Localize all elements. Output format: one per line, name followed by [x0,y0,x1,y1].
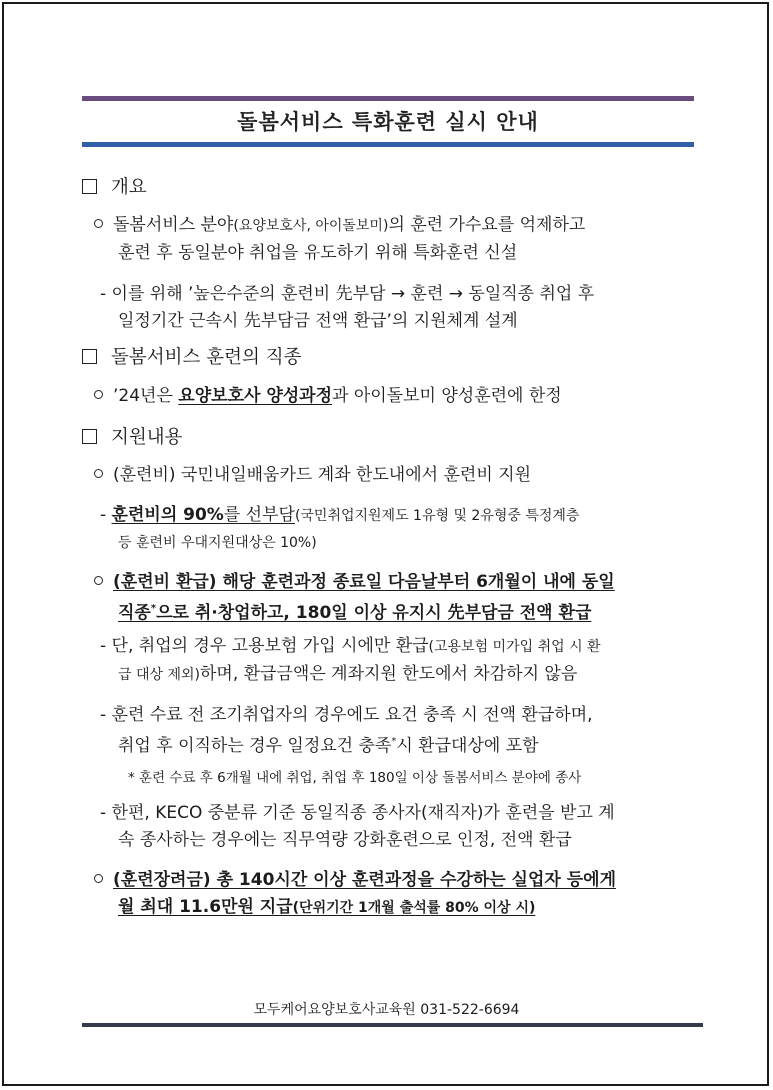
checkbox-square-icon [82,429,97,444]
overview-paragraph-line2: 훈련 후 동일분야 취업을 유도하기 위해 특화훈련 신설 [118,243,518,263]
footer-rule [82,1023,703,1027]
support-allowance-line1: (훈련장려금) 총 140시간 이상 훈련과정을 수강하는 실업자 등에게 [94,868,616,892]
occupation-paragraph: ’24년은 요양보호사 양성과정과 아이돌보미 양성훈련에 한정 [94,384,562,408]
support-refund-line1: (훈련비 환급) 해당 훈련과정 종료일 다음날부터 6개월이 내에 동일 [94,570,615,594]
section-heading-overview: 개요 [82,176,147,200]
support-refund-detail1-line1: - 단, 취업의 경우 고용보험 가입 시에만 환급(고용보험 미가입 취업 시 환 [100,636,601,656]
circle-bullet-icon [94,219,103,228]
circle-bullet-icon [94,390,103,399]
checkbox-square-icon [82,179,97,194]
support-refund-detail2-line2: 취업 후 이직하는 경우 일정요건 충족*시 환급대상에 포함 [118,736,539,756]
circle-bullet-icon [94,576,103,585]
support-allowance-line2: 월 최대 11.6만원 지급(단위기간 1개월 출석률 80% 이상 시) [118,897,536,917]
overview-detail-line2: 일정기간 근속시 先부담금 전액 환급’의 지원체계 설계 [118,311,518,331]
support-prepay-line1: - 훈련비의 90%를 선부담(국민취업지원제도 1유형 및 2유형중 특정계층 [100,505,580,525]
title-top-bar [82,96,694,101]
footer-contact: 모두케어요양보호사교육원 031-522-6694 [253,1002,520,1018]
support-training-fee: (훈련비) 국민내일배움카드 계좌 한도내에서 훈련비 지원 [94,463,531,487]
support-refund-detail3-line1: - 한편, KECO 중분류 기준 동일직종 종사자(재직자)가 훈련을 받고 계 [100,803,615,823]
support-refund-detail1-line2: 급 대상 제외)하며, 환급금액은 계좌지원 한도에서 차감하지 않음 [118,664,578,684]
support-refund-detail3-line2: 속 종사하는 경우에는 직무역량 강화훈련으로 인정, 전액 환급 [118,830,572,850]
support-footnote: * 훈련 수료 후 6개월 내에 취업, 취업 후 180일 이상 돌봄서비스 분야에 종사 [128,770,582,786]
document-title: 돌봄서비스 특화훈련 실시 안내 [237,110,539,134]
circle-bullet-icon [94,874,103,883]
section-heading-support: 지원내용 [82,426,182,450]
support-refund-line2: 직종*으로 취·창업하고, 180일 이상 유지시 先부담금 전액 환급 [118,603,592,623]
circle-bullet-icon [94,469,103,478]
overview-paragraph: 돌봄서비스 분야(요양보호사, 아이돌보미)의 훈련 가수요를 억제하고 [94,213,585,238]
support-prepay-line2: 등 훈련비 우대지원대상은 10%) [118,535,317,551]
overview-detail-line1: - 이를 위해 ’높은수준의 훈련비 先부담 → 훈련 → 동일직종 취업 후 [100,284,595,304]
section-heading-occupation: 돌봄서비스 훈련의 직종 [82,346,301,370]
support-refund-detail2-line1: - 훈련 수료 전 조기취업자의 경우에도 요건 충족 시 전액 환급하며, [100,705,593,725]
checkbox-square-icon [82,349,97,364]
title-bottom-bar [82,142,694,147]
